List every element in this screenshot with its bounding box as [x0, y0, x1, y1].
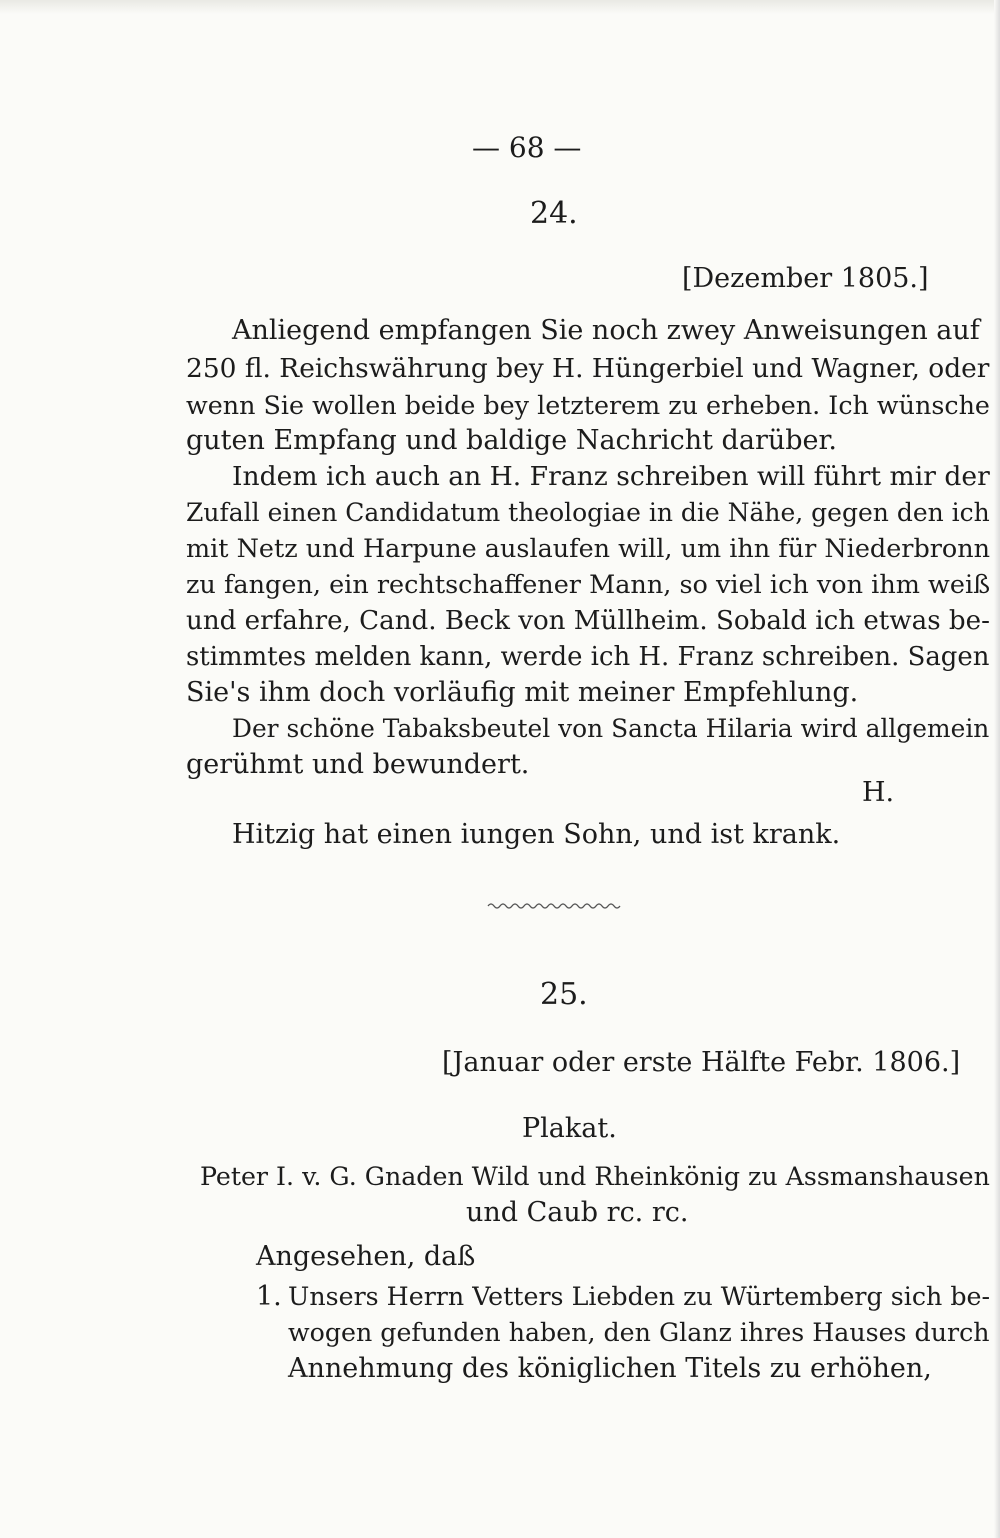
letter-24-line: mit Netz und Harpune auslaufen will, um ihn für Niederbronn — [186, 534, 991, 564]
letter-25-date: [Januar oder erste Hälfte Febr. 1806.] — [442, 1047, 961, 1078]
section-divider-ornament — [486, 898, 624, 914]
letter-25-heading: Plakat. — [522, 1113, 617, 1144]
page-number-header: — 68 — — [472, 131, 582, 164]
letter-24-line: stimmtes melden kann, werde ich H. Franz schreiben. Sagen — [186, 642, 990, 672]
letter-24-line: Anliegend empfangen Sie noch zwey Anweisungen auf — [232, 315, 980, 346]
letter-25-item-line: wogen gefunden haben, den Glanz ihres Hauses durch — [288, 1318, 990, 1347]
letter-25-intro: Angesehen, daß — [256, 1241, 476, 1272]
letter-25-number: 25. — [540, 977, 588, 1012]
letter-24-line: Zufall einen Candidatum theologiae in die Nähe, gegen den ich — [186, 498, 990, 527]
letter-25-item-line: Unsers Herrn Vetters Liebden zu Würtemberg sich be- — [288, 1282, 991, 1311]
letter-24-line: Indem ich auch an H. Franz schreiben will führt mir der — [232, 461, 990, 492]
page-top-edge — [0, 0, 1000, 14]
letter-25-item-line: Annehmung des königlichen Titels zu erhöhen, — [288, 1353, 932, 1384]
letter-25-title-line: und Caub rc. rc. — [466, 1197, 689, 1228]
letter-24-line: Der schöne Tabaksbeutel von Sancta Hilaria wird allgemein — [232, 714, 990, 743]
letter-24-postscript: Hitzig hat einen iungen Sohn, und ist krank. — [232, 819, 841, 850]
letter-24-signature: H. — [862, 777, 895, 808]
letter-24-number: 24. — [530, 196, 578, 231]
letter-24-line: guten Empfang und baldige Nachricht darüber. — [186, 425, 838, 456]
letter-24-line: Sie's ihm doch vorläufig mit meiner Empfehlung. — [186, 677, 859, 708]
page-right-edge — [994, 0, 1000, 1538]
letter-24-date: [Dezember 1805.] — [682, 263, 929, 294]
letter-25-item-number: 1. — [256, 1281, 282, 1312]
letter-24-line: wenn Sie wollen beide bey letzterem zu erheben. Ich wünsche — [186, 390, 990, 420]
letter-25-title-line: Peter I. v. G. Gnaden Wild und Rheinkönig zu Assmanshausen — [200, 1162, 990, 1191]
letter-24-line: 250 fl. Reichswährung bey H. Hüngerbiel und Wagner, oder — [186, 353, 990, 384]
letter-24-line: zu fangen, ein rechtschaffener Mann, so viel ich von ihm weiß — [186, 570, 991, 600]
letter-24-line: und erfahre, Cand. Beck von Müllheim. Sobald ich etwas be- — [186, 606, 990, 636]
letter-24-line: gerühmt und bewundert. — [186, 749, 530, 780]
